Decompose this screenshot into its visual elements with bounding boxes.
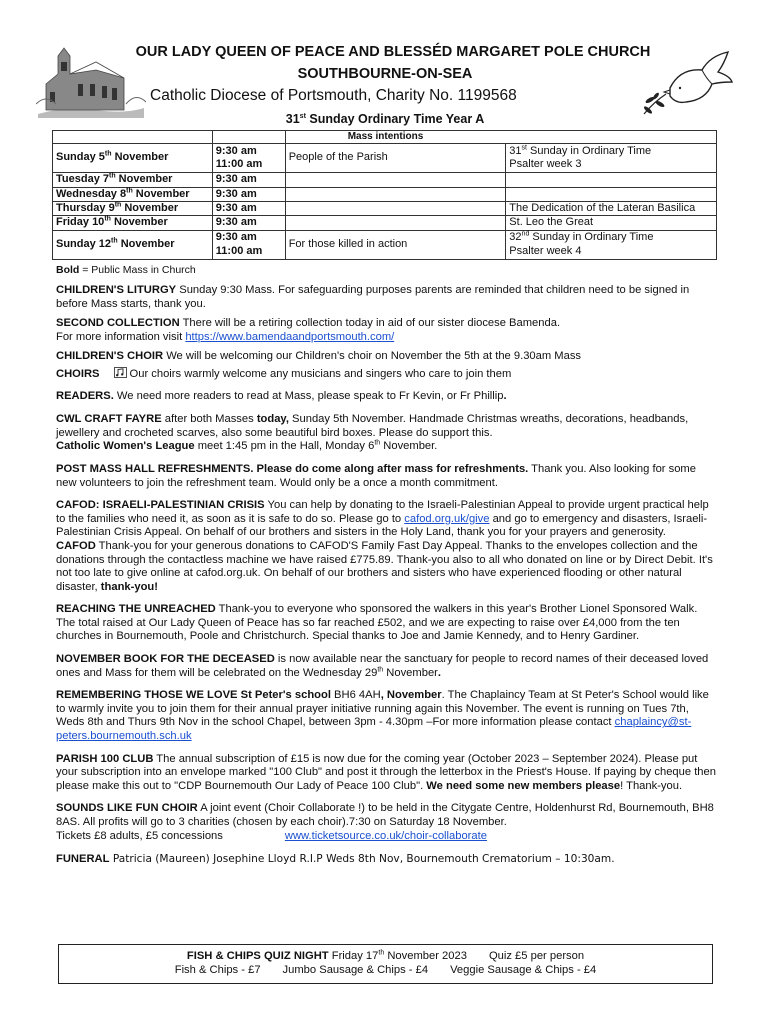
mass-intentions-header: Mass intentions xyxy=(285,131,716,144)
notice-parish-100-club: PARISH 100 CLUB The annual subscription of £15 is now due for the coming year (October 2023 – September 2024). Please put your subscription into an envelope marked "100 Club" and post it through the letterbox in the Priest's House. If paying by cheque then please make this out to "CDP Bournemouth Our Lady of Peace 100 Club". We need some new members please! Thank-you. xyxy=(56,752,716,792)
notice-childrens-liturgy: CHILDREN'S LITURGY Sunday 9:30 Mass. For safeguarding purposes parents are reminded that children need to be signed in before Mass starts, thank you. xyxy=(56,284,690,310)
church-name-title: OUR LADY QUEEN OF PEACE AND BLESSÉD MARGARET POLE CHURCH xyxy=(135,44,651,60)
header xyxy=(0,40,770,128)
mass-schedule-table xyxy=(52,130,717,260)
notice-funeral: FUNERAL Patricia (Maureen) Josephine Lloyd R.I.P Weds 8th Nov, Bournemouth Crematorium – 10:30am. xyxy=(56,853,615,866)
table-legend: Bold = Public Mass in Church xyxy=(56,264,196,276)
notices xyxy=(56,284,718,873)
quiz-menu-line: Fish & Chips - £7 Jumbo Sausage & Chips - £4 Veggie Sausage & Chips - £4 xyxy=(174,964,597,976)
notice-refreshments: POST MASS HALL REFRESHMENTS. Please do come along after mass for refreshments. Thank you. Also looking for some new volunteers to join the refreshment team. Would only be a once a month commitment. xyxy=(56,462,696,489)
notice-sounds-like-fun: SOUNDS LIKE FUN CHOIR A joint event (Choir Collaborate !) to be held in the Citygate Centre, Holdenhurst Rd, Bournemouth, BH8 8AS. All profits will go to 3 charities (chosen by each choir).7:30 on Saturday 18 November. Tickets £8 adults, £5 concessions www.ticketsource.co.uk/choir-collaborate xyxy=(56,802,714,842)
music-note-icon xyxy=(114,367,127,378)
notice-readers: READERS. We need more readers to read at Mass, please speak to Fr Kevin, or Fr Phillip. xyxy=(56,389,507,402)
quiz-night-box xyxy=(58,944,713,984)
notice-reaching-unreached: REACHING THE UNREACHED Thank-you to everyone who sponsored the walkers in this year's Brother Lionel Sponsored Walk. The total raised at Our Lady Queen of Peace has so far reached £502, and we are expecting to raise over £4,000 from the ten churches in Bournemouth, Poole and Christchurch. Special thanks to Joe and Jamie Kennedy, and to Henry Gardiner. xyxy=(56,603,698,643)
table-row: Tuesday 7th November 9:30 am xyxy=(53,173,717,187)
chaplaincy-email-link[interactable]: chaplaincy@st-peters.bournemouth.sch.uk xyxy=(56,716,692,743)
table-header-row xyxy=(53,131,717,144)
table-row: Sunday 12th November 9:30 am 11:00 am For those killed in action 32nd Sunday in Ordinary Time Psalter week 4 xyxy=(53,230,717,259)
sunday-heading: 31st Sunday Ordinary Time Year A xyxy=(285,112,485,126)
notice-cafod-crisis: CAFOD: ISRAELI-PALESTINIAN CRISIS You can help by donating to the Israeli-Palestinian Appeal to provide urgent practical help to the families who need it, as soon as it is safe to do so. Please go to cafod.org.uk/give and go to emergency and disasters, Israeli-Palestinian Crisis Appeal. On behalf of our brothers and sisters in the Holy Land, thank you for your prayers and generosity. xyxy=(56,499,709,539)
table-row: Friday 10th November 9:30 am St. Leo the Great xyxy=(53,216,717,230)
cafod-give-link[interactable]: cafod.org.uk/give xyxy=(404,512,490,525)
bamenda-link[interactable]: https://www.bamendaandportsmouth.com/ xyxy=(185,330,395,343)
notice-book-of-deceased: NOVEMBER BOOK FOR THE DECEASED is now available near the sanctuary for people to record names of their deceased loved ones and Mass for them will be celebrated on the Wednesday 29th November. xyxy=(56,653,709,679)
notice-remembering: REMEMBERING THOSE WE LOVE St Peter's school BH6 4AH, November. The Chaplaincy Team at St Peter's School would like to warmly invite you to join them for their annual prayer initiative running again this November. The event is running on Tues 7th, Weds 8th and Thurs 9th Nov in the school Chapel, between 3pm - 4.30pm –For more information please contact chaplaincy@st-peters.bournemouth.sch.uk xyxy=(56,689,709,743)
ticketsource-link[interactable]: www.ticketsource.co.uk/choir-collaborate xyxy=(284,829,487,842)
notice-cafod-thanks: CAFOD Thank-you for your generous donations to CAFOD'S Family Fast Day Appeal. Thanks to the envelopes collection and the donations through the contactless machine we have raised £775.89. Thank-you also to all who donated on line or by Direct Debit. It's not too late to give online at cafod.org.uk. On behalf of our brothers and sisters who have experienced flooding or other natural disaster, thank-you! xyxy=(56,539,713,593)
notice-second-collection: SECOND COLLECTION There will be a retiring collection today in aid of our sister diocese Bamenda. For more information visit https://www.bamendaandportsmouth.com/ xyxy=(56,317,561,343)
table-row: Thursday 9th November 9:30 am The Dedication of the Lateran Basilica xyxy=(53,202,717,216)
table-row: Wednesday 8th November 9:30 am xyxy=(53,187,717,201)
notice-cwl-craft-fayre: CWL CRAFT FAYRE after both Masses today, Sunday 5th November. Handmade Christmas wreaths, decorations, headbands, jewellery and crocheted scarves, also some beautiful bird boxes. Please do support this. Catholic Women's League meet 1:45 pm in the Hall, Monday 6th November. xyxy=(56,413,689,453)
quiz-title-line: FISH & CHIPS QUIZ NIGHT Friday 17th November 2023 Quiz £5 per person xyxy=(186,949,585,962)
dove-olive-branch-icon xyxy=(640,48,740,122)
notice-choirs: CHOIRS Our choirs warmly welcome any musicians and singers who care to join them xyxy=(56,367,512,380)
table-row: Sunday 5th November 9:30 am 11:00 am People of the Parish 31st Sunday in Ordinary Time Psalter week 3 xyxy=(53,144,717,173)
location-title: SOUTHBOURNE-ON-SEA xyxy=(297,66,473,82)
notice-childrens-choir: CHILDREN'S CHOIR We will be welcoming our Children's choir on November the 5th at the 9.30am Mass xyxy=(56,350,582,363)
diocese-subtitle: Catholic Diocese of Portsmouth, Charity No. 1199568 xyxy=(150,87,517,104)
